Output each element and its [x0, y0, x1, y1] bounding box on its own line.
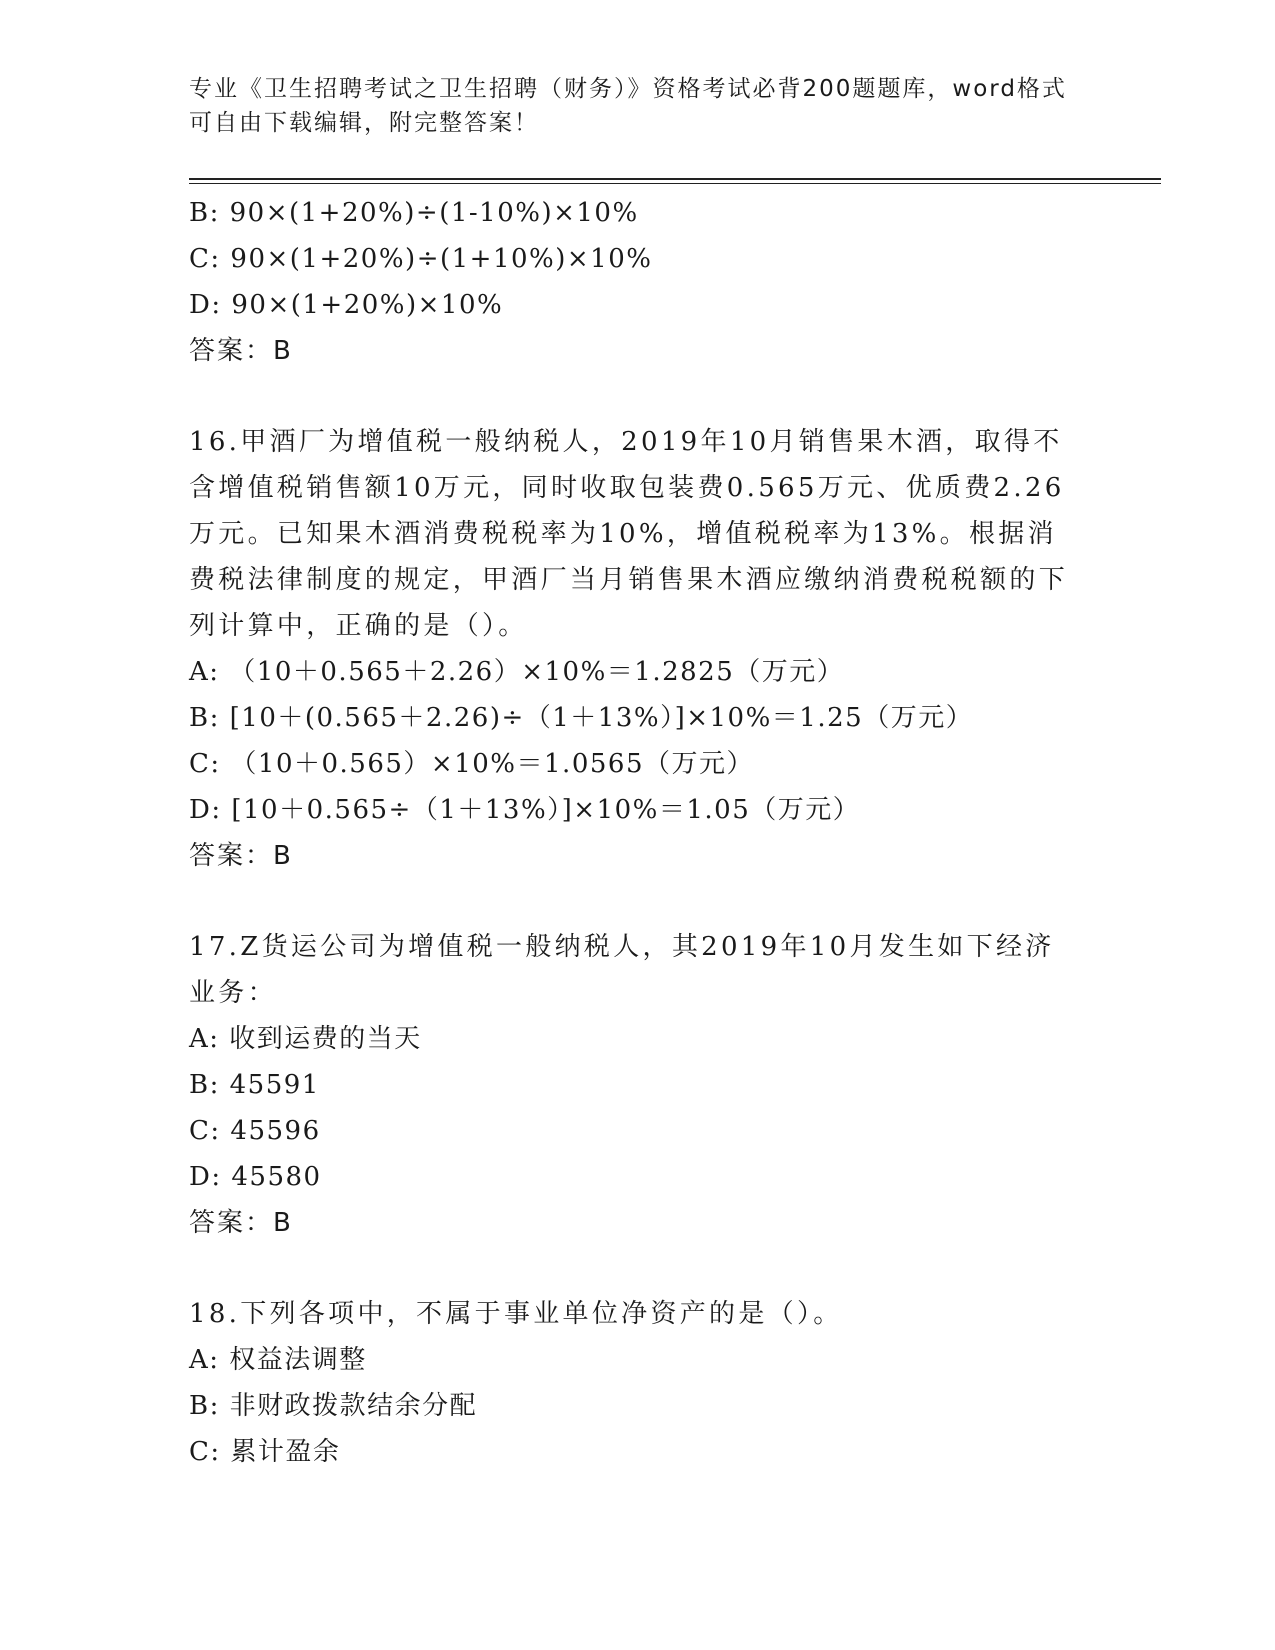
option-a: A: 收到运费的当天	[189, 1024, 422, 1054]
option-b: B: [10＋(0.565＋2.26)÷（1＋13%）]×10%＝1.25（万元）	[189, 703, 974, 733]
question-text: 18.下列各项中，不属于事业单位净资产的是（）。	[189, 1299, 843, 1329]
option-c: C: 45596	[189, 1116, 321, 1146]
option-a: A: 权益法调整	[189, 1345, 367, 1375]
question-list	[189, 190, 1089, 1475]
question-15	[189, 190, 1089, 374]
spacer	[189, 1246, 1089, 1291]
header-title-line-2: 可自由下载编辑，附完整答案！	[189, 110, 539, 136]
question-text: 16.甲酒厂为增值税一般纳税人，2019年10月销售果木酒，取得不含增值税销售额10万元，同时收取包装费0.565万元、优质费2.26万元。已知果木酒消费税税率为10%，增值税税率为13%。根据消费税法律制度的规定，甲酒厂当月销售果木酒应缴纳消费税税额的下列计算中，正确的是（）。	[189, 427, 1069, 641]
header-title-line-1: 专业《卫生招聘考试之卫生招聘（财务）》资格考试必背200题题库，word格式	[189, 76, 1067, 102]
document-header	[189, 72, 1069, 140]
option-d: D: 90×(1+20%)×10%	[189, 290, 504, 320]
question-17	[189, 924, 1089, 1246]
option-c: C: 累计盈余	[189, 1437, 341, 1467]
question-16	[189, 419, 1089, 879]
header-divider-thin	[189, 183, 1161, 184]
spacer	[189, 374, 1089, 419]
option-c: C: 90×(1+20%)÷(1+10%)×10%	[189, 244, 653, 274]
option-d: D: 45580	[189, 1162, 322, 1192]
answer: 答案：B	[189, 841, 293, 871]
option-b: B: 90×(1+20%)÷(1-10%)×10%	[189, 198, 639, 228]
question-18	[189, 1291, 1089, 1475]
spacer	[189, 879, 1089, 924]
answer: 答案：B	[189, 336, 293, 366]
option-d: D: [10＋0.565÷（1＋13%）]×10%＝1.05（万元）	[189, 795, 861, 825]
option-b: B: 非财政拨款结余分配	[189, 1391, 478, 1421]
answer: 答案：B	[189, 1208, 293, 1238]
option-b: B: 45591	[189, 1070, 320, 1100]
header-divider-thick	[189, 178, 1161, 180]
question-text: 17.Z货运公司为增值税一般纳税人，其2019年10月发生如下经济业务：	[189, 932, 1055, 1008]
option-c: C: （10＋0.565）×10%＝1.0565（万元）	[189, 749, 754, 779]
option-a: A: （10＋0.565＋2.26）×10%＝1.2825（万元）	[189, 657, 845, 687]
